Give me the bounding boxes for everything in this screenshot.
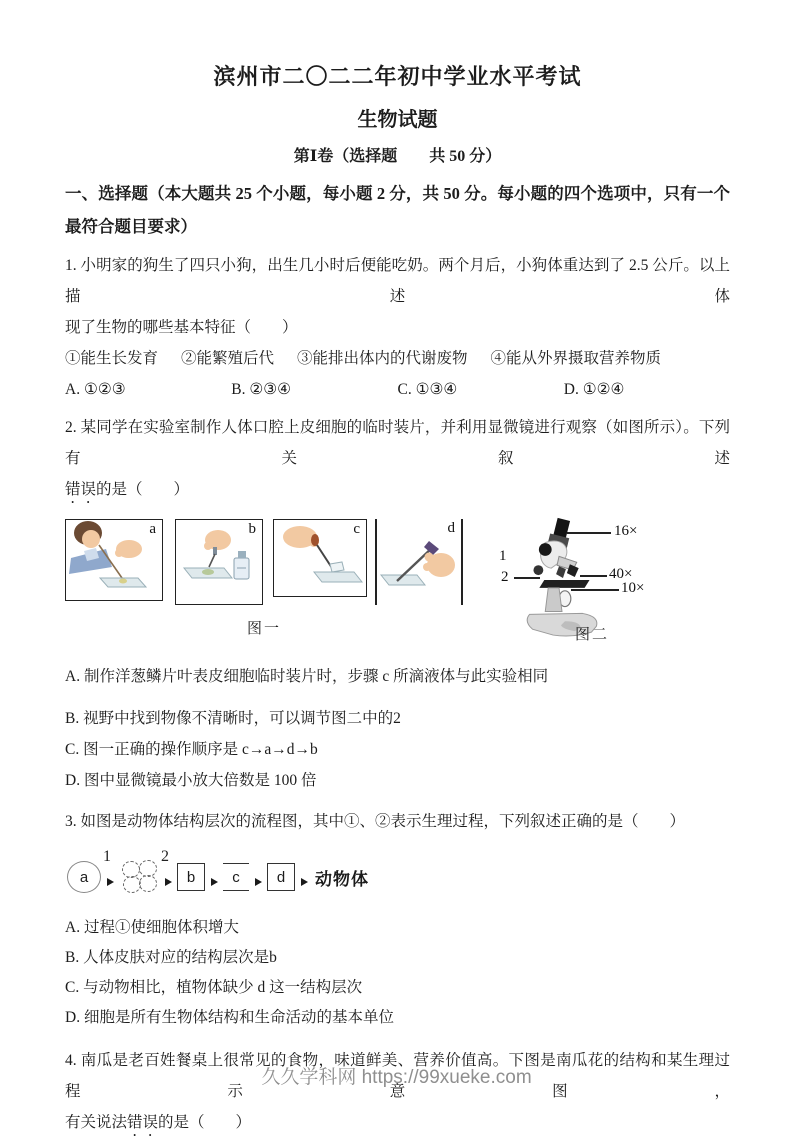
panel-divider-right xyxy=(461,519,463,605)
leader-line-10x xyxy=(571,589,619,591)
q1-statement-4: ④能从外界摄取营养物质 xyxy=(490,350,662,367)
q2-emphasized-word: 错误 xyxy=(65,481,97,498)
figure-one-panels xyxy=(65,519,463,605)
panel-b-letter: b xyxy=(248,521,256,537)
q2-option-c: C. 图一正确的操作顺序是 c→a→d→b xyxy=(65,741,318,758)
watermark: 久久学科网 https://99xueke.com xyxy=(261,1067,532,1088)
label-objective-10x: 10× xyxy=(621,580,645,596)
instructions xyxy=(65,177,730,243)
node-b xyxy=(177,863,205,891)
question-1 xyxy=(65,250,730,405)
q2-stem-line2 xyxy=(65,474,730,507)
q2-option-a: A. 制作洋葱鳞片叶表皮细胞临时装片时，步骤 c 所滴液体与此实验相同 xyxy=(65,668,549,685)
q4-stem-line1: 4. 南瓜是老百姓餐桌上很常见的食物，味道鲜美、营养价值高。下图是南瓜花的结构和某生理过程示意图， xyxy=(65,1052,730,1100)
q4-stem-pre: 有关说法 xyxy=(65,1114,128,1131)
q3-option-d: D. 细胞是所有生物体结构和生命活动的基本单位 xyxy=(65,1009,394,1026)
panel-d xyxy=(377,519,461,603)
arrow-icon xyxy=(107,878,114,886)
label-part-1: 1 xyxy=(499,548,507,564)
figure-one-caption: 图一 xyxy=(246,621,281,637)
figure-two-caption: 图二 xyxy=(574,627,609,643)
q3-option-c: C. 与动物相比，植物体缺少 d 这一结构层次 xyxy=(65,979,363,996)
q3-diagram xyxy=(67,848,730,903)
node-d xyxy=(267,863,295,891)
q1-choice-statements xyxy=(65,343,730,374)
q3-stem: 3. 如图是动物体结构层次的流程图，其中①、②表示生理过程，下列叙述正确的是（ ） xyxy=(65,813,686,830)
q1-option-c: C. ①③④ xyxy=(397,381,458,398)
q3-option-a: A. 过程①使细胞体积增大 xyxy=(65,919,239,936)
q2-option-b: B. 视野中找到物像不清晰时，可以调节图二中的2 xyxy=(65,710,401,727)
question-2 xyxy=(65,412,730,796)
page-title: 滨州市二〇二二年初中学业水平考试 xyxy=(213,64,582,89)
panel-d-letter: d xyxy=(447,520,455,536)
leader-line-part2 xyxy=(514,577,540,579)
arrow-icon xyxy=(301,878,308,886)
leader-line-16x xyxy=(567,532,611,534)
connector xyxy=(205,855,223,899)
node-b-letter: b xyxy=(186,868,196,886)
q1-statement-1: ①能生长发育 xyxy=(65,350,159,367)
q1-option-d: D. ①②④ xyxy=(563,381,625,398)
q4-emphasized-word: 错误 xyxy=(127,1114,159,1131)
section-heading: 第Ⅰ卷（选择题 共 50 分） xyxy=(293,148,502,165)
q1-statement-3: ③能排出体内的代谢废物 xyxy=(297,350,468,367)
q1-option-a: A. ①②③ xyxy=(65,381,126,398)
figure-one xyxy=(65,519,463,638)
panel-a-letter: a xyxy=(149,521,156,537)
q3-option-b: B. 人体皮肤对应的结构层次是b xyxy=(65,949,277,966)
q2-stem-line1: 2. 某同学在实验室制作人体口腔上皮细胞的临时装片，并利用显微镜进行观察（如图所示）。下列有关叙述 xyxy=(65,419,730,467)
arrow-icon xyxy=(165,878,172,886)
q4-stem-line2 xyxy=(65,1107,730,1140)
microscope-illustration xyxy=(515,519,607,639)
figure-two xyxy=(487,519,747,653)
panel-a xyxy=(65,519,163,601)
process-2-label: 2 xyxy=(161,848,169,865)
arrow-icon xyxy=(255,878,262,886)
q1-statement-2: ②能繁殖后代 xyxy=(181,350,275,367)
process-2-connector xyxy=(159,848,177,899)
node-d-letter: d xyxy=(276,868,286,886)
panel-b xyxy=(175,519,263,605)
node-c-letter: c xyxy=(232,868,240,886)
paper-subtitle: 生物试题 xyxy=(357,109,438,131)
question-3 xyxy=(65,806,730,1033)
process-1-connector xyxy=(101,848,119,899)
label-part-2: 2 xyxy=(501,569,509,585)
q2-option-d: D. 图中显微镜最小放大倍数是 100 倍 xyxy=(65,772,317,789)
q1-stem-line2: 现了生物的哪些基本特征（ ） xyxy=(65,319,298,336)
label-eyepiece-16x: 16× xyxy=(614,523,638,539)
leader-line-40x xyxy=(580,575,607,577)
arrow-icon xyxy=(211,878,218,886)
cell-cluster xyxy=(119,860,159,894)
panel-c xyxy=(273,519,367,597)
panel-a-illustration xyxy=(66,520,162,600)
question-4 xyxy=(65,1045,730,1140)
q1-stem-line1: 1. 小明家的狗生了四只小狗，出生几小时后便能吃奶。两个月后，小狗体重达到了 2.5 公斤。以上描述体 xyxy=(65,257,730,305)
instructions-line2: 最符合题目要求） xyxy=(65,217,197,236)
connector xyxy=(295,855,313,899)
node-c xyxy=(223,863,249,891)
q1-options xyxy=(65,374,730,405)
instructions-line1: 一、选择题（本大题共 25 个小题，每小题 2 分，共 50 分。每小题的四个选项中，只有一个 xyxy=(65,184,730,203)
q1-option-b: B. ②③④ xyxy=(231,381,292,398)
node-a xyxy=(67,861,101,893)
node-a-letter: a xyxy=(79,868,89,886)
q2-figures xyxy=(65,519,730,653)
node-animal-body: 动物体 xyxy=(315,869,369,889)
q2-stem-tail: 的是（ ） xyxy=(96,481,190,498)
process-1-label: 1 xyxy=(103,848,111,865)
connector xyxy=(249,855,267,899)
label-objective-40x: 40× xyxy=(609,566,633,582)
panel-c-letter: c xyxy=(353,521,360,537)
q4-stem-tail: 的是（ ） xyxy=(158,1114,252,1131)
panel-c-illustration xyxy=(274,520,366,596)
